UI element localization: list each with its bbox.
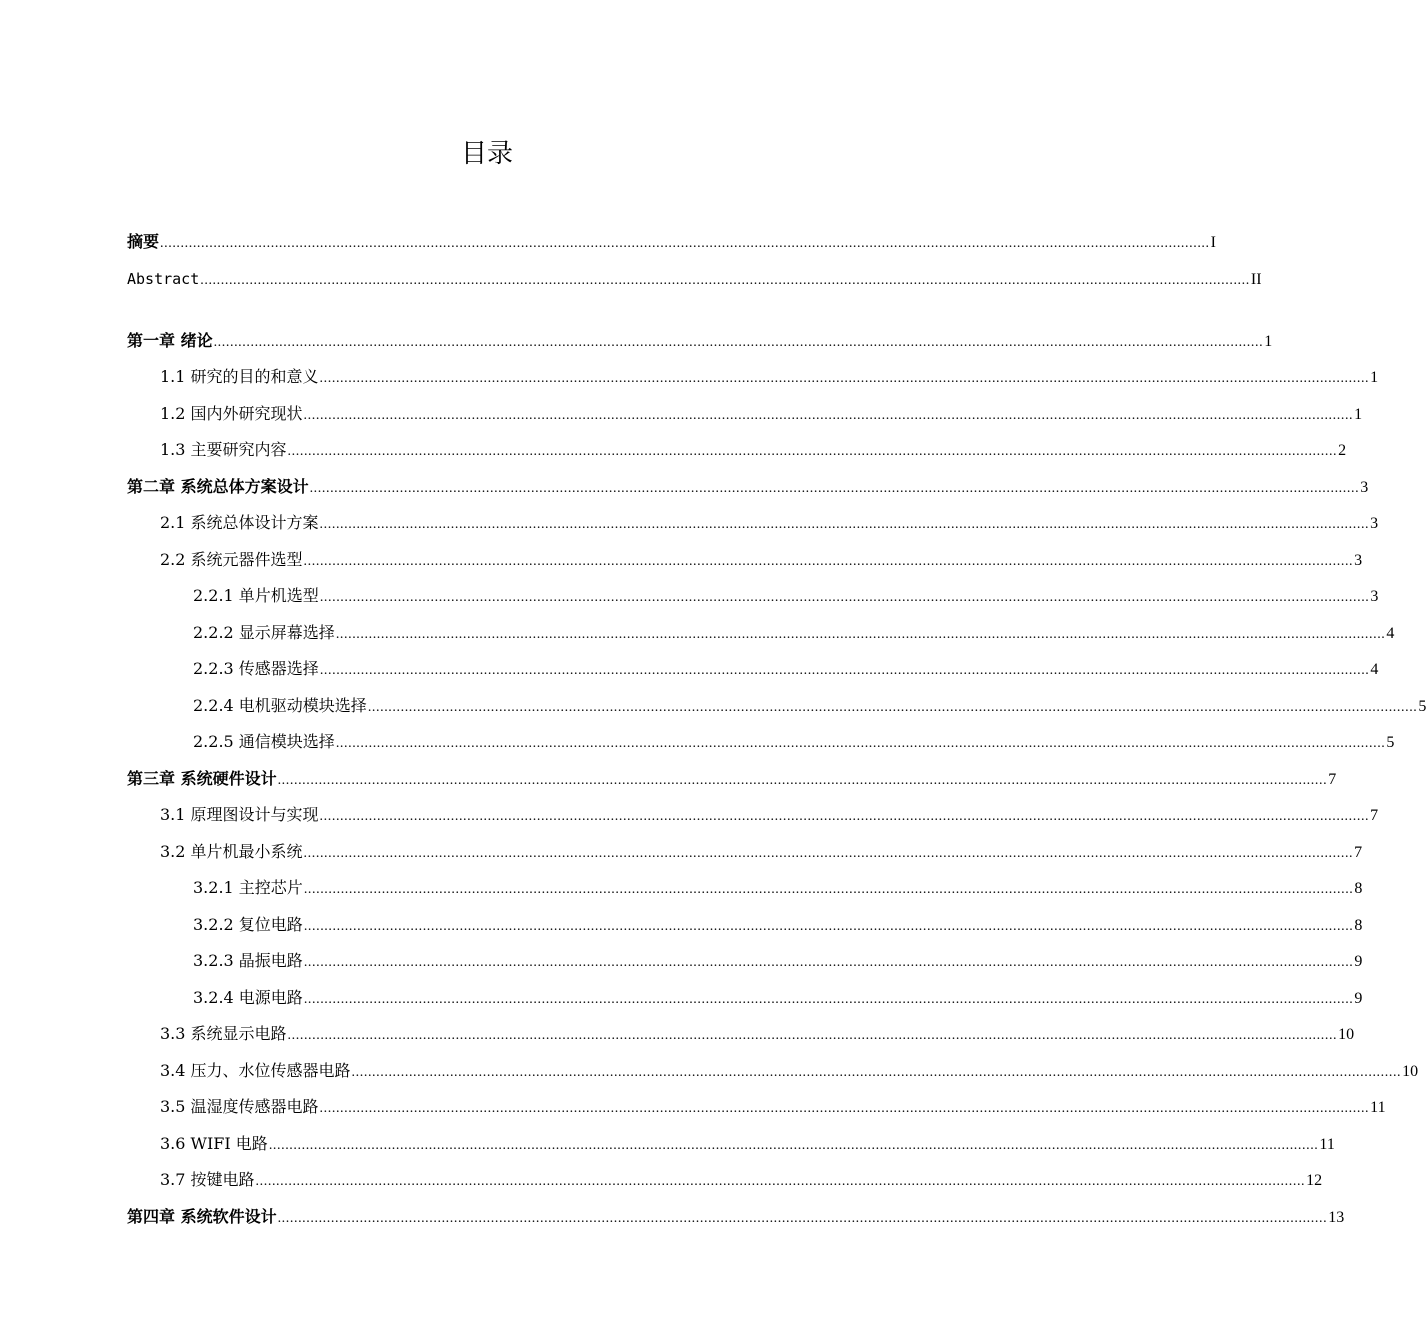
toc-page-number: 4 [1386,625,1395,642]
toc-page-number: 1 [1264,333,1273,350]
toc-leader [278,1206,1328,1232]
toc-page-number: 5 [1386,734,1395,751]
toc-entry-label: 2.2.4 电机驱动模块选择 [193,696,367,715]
toc-page-number: I [1210,234,1216,251]
toc-leader [304,914,1354,940]
toc-page-number: 10 [1338,1026,1355,1043]
toc-entry-2-2-4[interactable] [0,693,1426,719]
toc-leader [336,731,1386,757]
toc-entry-2-2-1[interactable] [0,583,1379,609]
toc-page-number: 9 [1354,990,1363,1007]
toc-leader [288,439,1338,465]
toc-leader [304,403,1354,429]
toc-page-number: 10 [1402,1063,1419,1080]
toc-entry-3-2-2[interactable] [0,912,1363,938]
toc-page-number: 7 [1328,771,1337,788]
toc-entry-label: 3.2.3 晶振电路 [193,951,303,970]
toc-leader [320,1096,1370,1122]
toc-entry-3-2-4[interactable] [0,985,1363,1011]
toc-leader [269,1133,1319,1159]
toc-entry-label: 第二章 系统总体方案设计 [127,477,309,496]
toc-leader [352,1060,1402,1086]
toc-entry-label: 3.2 单片机最小系统 [160,842,303,861]
toc-leader [304,549,1354,575]
toc-leader [320,366,1370,392]
toc-entry-3-3[interactable] [0,1021,1355,1047]
toc-page-number: 5 [1418,698,1426,715]
toc-entry-chapter-4[interactable] [0,1204,1345,1230]
toc-entry-chapter-1[interactable] [0,328,1273,354]
toc-leader [214,330,1264,356]
toc-leader [304,841,1354,867]
toc-entry-1-2[interactable] [0,401,1363,427]
toc-page-number: 4 [1370,661,1379,678]
toc-entry-3-2-3[interactable] [0,948,1363,974]
toc-page-number: 9 [1354,953,1363,970]
toc-entry-chapter-3[interactable] [0,766,1337,792]
toc-leader [320,804,1370,830]
toc-leader [278,768,1328,794]
toc-entry-label: 3.4 压力、水位传感器电路 [160,1061,351,1080]
toc-page-number: 1 [1370,369,1379,386]
toc-entry-2-2-3[interactable] [0,656,1379,682]
toc-entry-label: 3.1 原理图设计与实现 [160,805,319,824]
toc-entry-label: 2.2 系统元器件选型 [160,550,303,569]
toc-entry-2-1[interactable] [0,510,1379,536]
toc-entry-label: 3.2.1 主控芯片 [193,878,303,897]
toc-page-number: 11 [1319,1136,1335,1153]
toc-leader [368,695,1418,721]
toc-leader [256,1169,1306,1195]
toc-entry-label: 第四章 系统软件设计 [127,1207,277,1226]
toc-page-number: 8 [1354,917,1363,934]
toc-entry-chapter-2[interactable] [0,474,1369,500]
toc-page-number: 7 [1354,844,1363,861]
toc-entry-2-2-2[interactable] [0,620,1395,646]
toc-leader [304,877,1354,903]
toc-entry-label: Abstract [127,270,200,288]
toc-entry-1-1[interactable] [0,364,1379,390]
toc-page-number: 3 [1370,515,1379,532]
toc-entry-label: 3.2.4 电源电路 [193,988,303,1007]
page-title: 目录 [460,139,513,169]
toc-page-number: 2 [1338,442,1347,459]
toc-page-number: 3 [1370,588,1379,605]
toc-entry-abstract-cn[interactable] [0,229,1216,255]
toc-entry-3-5[interactable] [0,1094,1386,1120]
toc-leader [320,512,1370,538]
toc-page-number: 7 [1370,807,1379,824]
toc-entry-label: 3.2.2 复位电路 [193,915,303,934]
toc-page-number: 3 [1354,552,1363,569]
toc-entry-3-4[interactable] [0,1058,1419,1084]
toc-entry-abstract-en[interactable] [0,266,1262,292]
toc-entry-3-2[interactable] [0,839,1363,865]
toc-entry-label: 第三章 系统硬件设计 [127,769,277,788]
toc-entry-2-2[interactable] [0,547,1363,573]
toc-entry-label: 第一章 绪论 [127,331,213,350]
toc-entry-label: 3.7 按键电路 [160,1170,255,1189]
toc-leader [304,987,1354,1013]
toc-leader [336,622,1386,648]
toc-entry-label: 1.2 国内外研究现状 [160,404,303,423]
toc-leader [160,231,1210,257]
toc-entry-label: 2.2.1 单片机选型 [193,586,319,605]
toc-entry-3-1[interactable] [0,802,1379,828]
toc-leader [288,1023,1338,1049]
toc-leader [304,950,1354,976]
toc-entry-label: 1.3 主要研究内容 [160,440,287,459]
toc-entry-label: 2.2.5 通信模块选择 [193,732,335,751]
toc-entry-label: 3.3 系统显示电路 [160,1024,287,1043]
toc-page-number: II [1250,271,1262,288]
toc-leader [320,585,1370,611]
toc-leader [320,658,1370,684]
toc-page-number: 8 [1354,880,1363,897]
toc-entry-3-2-1[interactable] [0,875,1363,901]
toc-entry-label: 2.1 系统总体设计方案 [160,513,319,532]
toc-entry-3-6[interactable] [0,1131,1335,1157]
toc-entry-label: 3.6 WIFI 电路 [160,1134,268,1153]
toc-leader [200,268,1250,294]
toc-entry-label: 3.5 温湿度传感器电路 [160,1097,319,1116]
toc-leader [310,476,1360,502]
toc-entry-label: 1.1 研究的目的和意义 [160,367,319,386]
toc-page-number: 12 [1306,1172,1323,1189]
toc-page-number: 1 [1354,406,1363,423]
toc-page-number: 13 [1328,1209,1345,1226]
toc-entry-label: 2.2.2 显示屏幕选择 [193,623,335,642]
toc-entry-3-7[interactable] [0,1167,1323,1193]
toc-page-number: 11 [1370,1099,1386,1116]
toc-entry-label: 2.2.3 传感器选择 [193,659,319,678]
toc-entry-1-3[interactable] [0,437,1347,463]
toc-entry-2-2-5[interactable] [0,729,1395,755]
toc-entry-label: 摘要 [127,232,160,251]
toc-page-number: 3 [1360,479,1369,496]
